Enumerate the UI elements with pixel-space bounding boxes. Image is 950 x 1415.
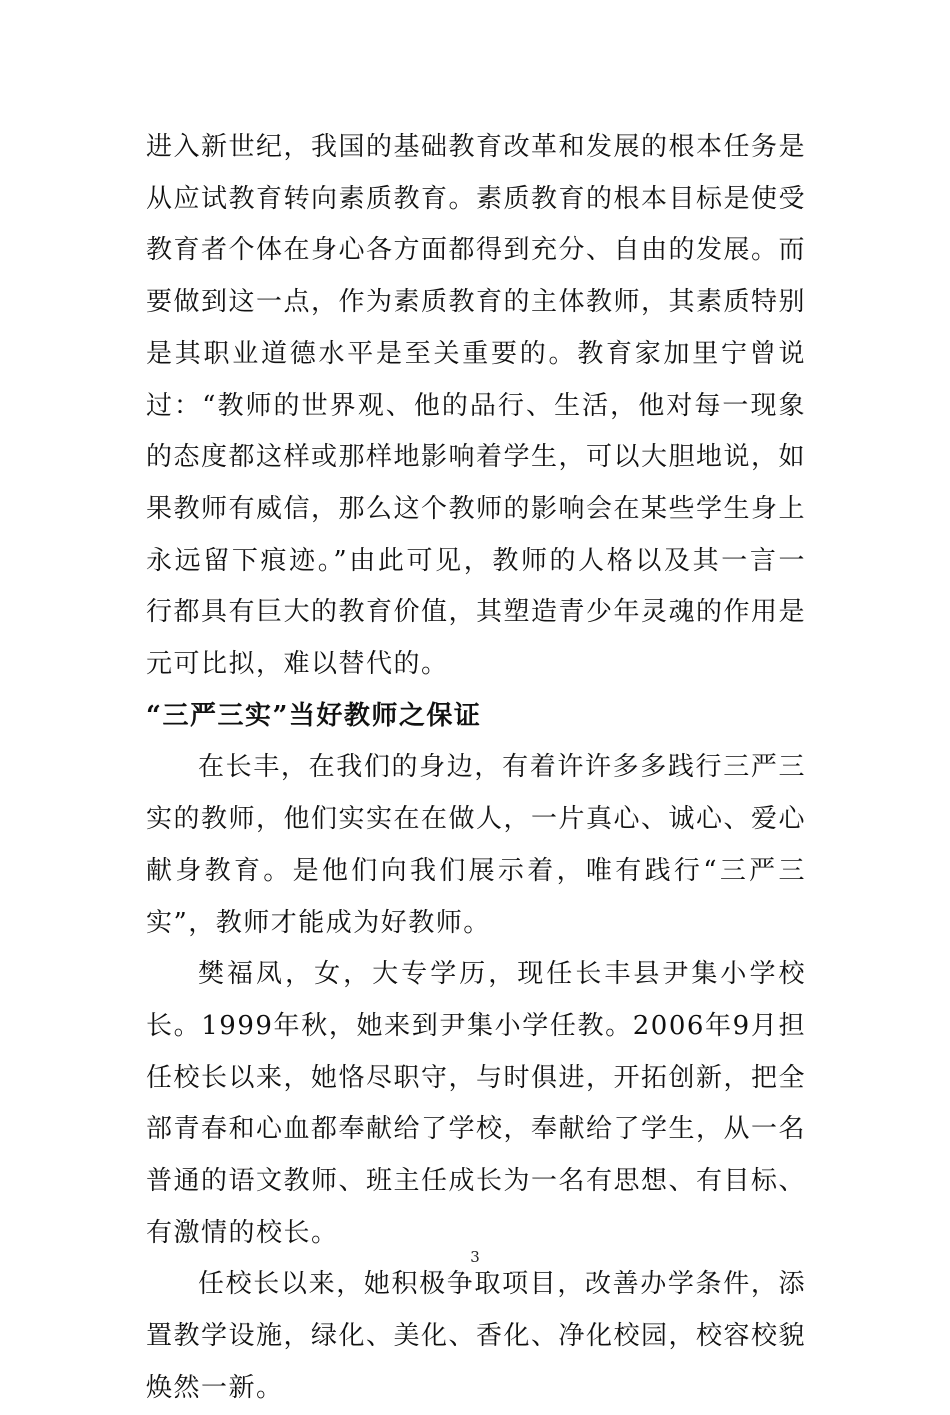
section-heading: “三严三实”当好教师之保证 <box>146 700 482 731</box>
paragraph-intro: 进入新世纪，我国的基础教育改革和发展的根本任务是从应试教育转向素质教育。素质教育的根本目标是使受教育者个体在身心各方面都得到充分、自由的发展。而要做到这一点，作为素质教育的主体教师，其素质特别是其职业道德水平是至关重要的。教育家加里宁曾说过：“教师的世界观、他的品行、生活，他对每一现象的态度都这样或那样地影响着学生，可以大胆地说，如果教师有威信，那么这个教师的影响会在某些学生身上永远留下痕迹。”由此可见，教师的人格以及其一言一行都具有巨大的教育价值，其塑造青少年灵魂的作用是元可比拟，难以替代的。 <box>146 132 807 680</box>
paragraph-principal-work: 任校长以来，她积极争取项目，改善办学条件，添置教学设施，绿化、美化、香化、净化校园，校容校貌焕然一新。 <box>146 1269 807 1403</box>
paragraph-changfeng: 在长丰，在我们的身边，有着许许多多践行三严三实的教师，他们实实在在做人，一片真心、诚心、爱心献身教育。是他们向我们展示着，唯有践行“三严三实”，教师才能成为好教师。 <box>146 752 807 938</box>
paragraph-fan-fufeng: 樊福凤，女，大专学历，现任长丰县尹集小学校长。1999年秋，她来到尹集小学任教。2006年9月担任校长以来，她恪尽职守，与时俱进，开拓创新，把全部青春和心血都奉献给了学校，奉献给了学生，从一名普通的语文教师、班主任成长为一名有思想、有目标、有激情的校长。 <box>146 959 807 1248</box>
page-number: 3 <box>470 1248 480 1266</box>
document-body <box>146 122 806 1415</box>
